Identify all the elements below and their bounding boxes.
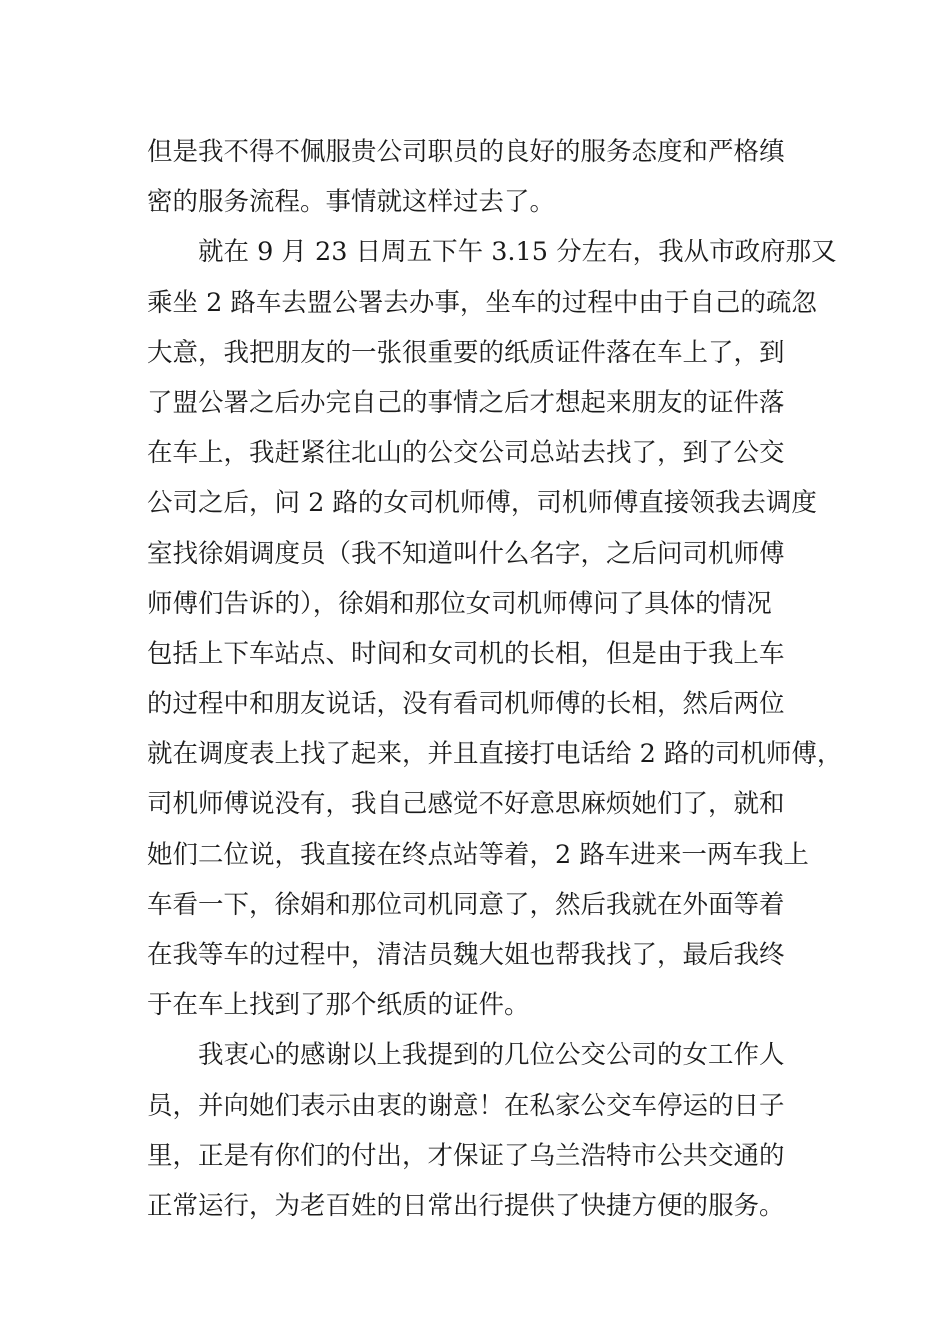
paragraph-2 (147, 227, 843, 1030)
text-line: 司机师傅说没有，我自己感觉不好意思麻烦她们了，就和 (147, 789, 785, 820)
paragraph-3 (147, 1030, 837, 1231)
text-line: 她们二位说，我直接在终点站等着，2 路车进来一两车我上 (147, 839, 809, 870)
text-line: 但是我不得不佩服贵公司职员的良好的服务态度和严格缜 (147, 137, 785, 167)
text-line: 车看一下，徐娟和那位司机同意了，然后我就在外面等着 (147, 889, 785, 920)
text-line: 就在 9 月 23 日周五下午 3.15 分左右，我从市政府那又 (198, 237, 837, 268)
paragraph-1 (147, 127, 837, 227)
text-line: 大意，我把朋友的一张很重要的纸质证件落在车上了，到 (147, 337, 785, 368)
text-line: 我衷心的感谢以上我提到的几位公交公司的女工作人 (198, 1040, 785, 1071)
text-line: 员，并向她们表示由衷的谢意！在私家公交车停运的日子 (147, 1090, 785, 1121)
document-body (147, 127, 843, 1231)
text-line: 乘坐 2 路车去盟公署去办事，坐车的过程中由于自己的疏忽 (147, 287, 817, 318)
text-line: 密的服务流程。事情就这样过去了。 (147, 187, 556, 218)
text-line: 了盟公署之后办完自己的事情之后才想起来朋友的证件落 (147, 387, 785, 418)
text-line: 于在车上找到了那个纸质的证件。 (147, 990, 530, 1021)
text-line: 就在调度表上找了起来，并且直接打电话给 2 路的司机师傅， (147, 739, 843, 770)
text-line: 室找徐娟调度员（我不知道叫什么名字，之后问司机师傅 (147, 538, 785, 569)
text-line: 在车上，我赶紧往北山的公交公司总站去找了，到了公交 (147, 438, 785, 469)
text-line: 的过程中和朋友说话，没有看司机师傅的长相，然后两位 (147, 689, 785, 720)
text-line: 里，正是有你们的付出，才保证了乌兰浩特市公共交通的 (147, 1140, 785, 1171)
text-line: 师傅们告诉的），徐娟和那位女司机师傅问了具体的情况 (147, 588, 772, 619)
text-line: 公司之后，问 2 路的女司机师傅，司机师傅直接领我去调度 (147, 488, 817, 519)
text-line: 包括上下车站点、时间和女司机的长相，但是由于我上车 (147, 638, 785, 669)
text-line: 正常运行，为老百姓的日常出行提供了快捷方便的服务。 (147, 1190, 785, 1221)
text-line: 在我等车的过程中，清洁员魏大姐也帮我找了，最后我终 (147, 940, 785, 970)
